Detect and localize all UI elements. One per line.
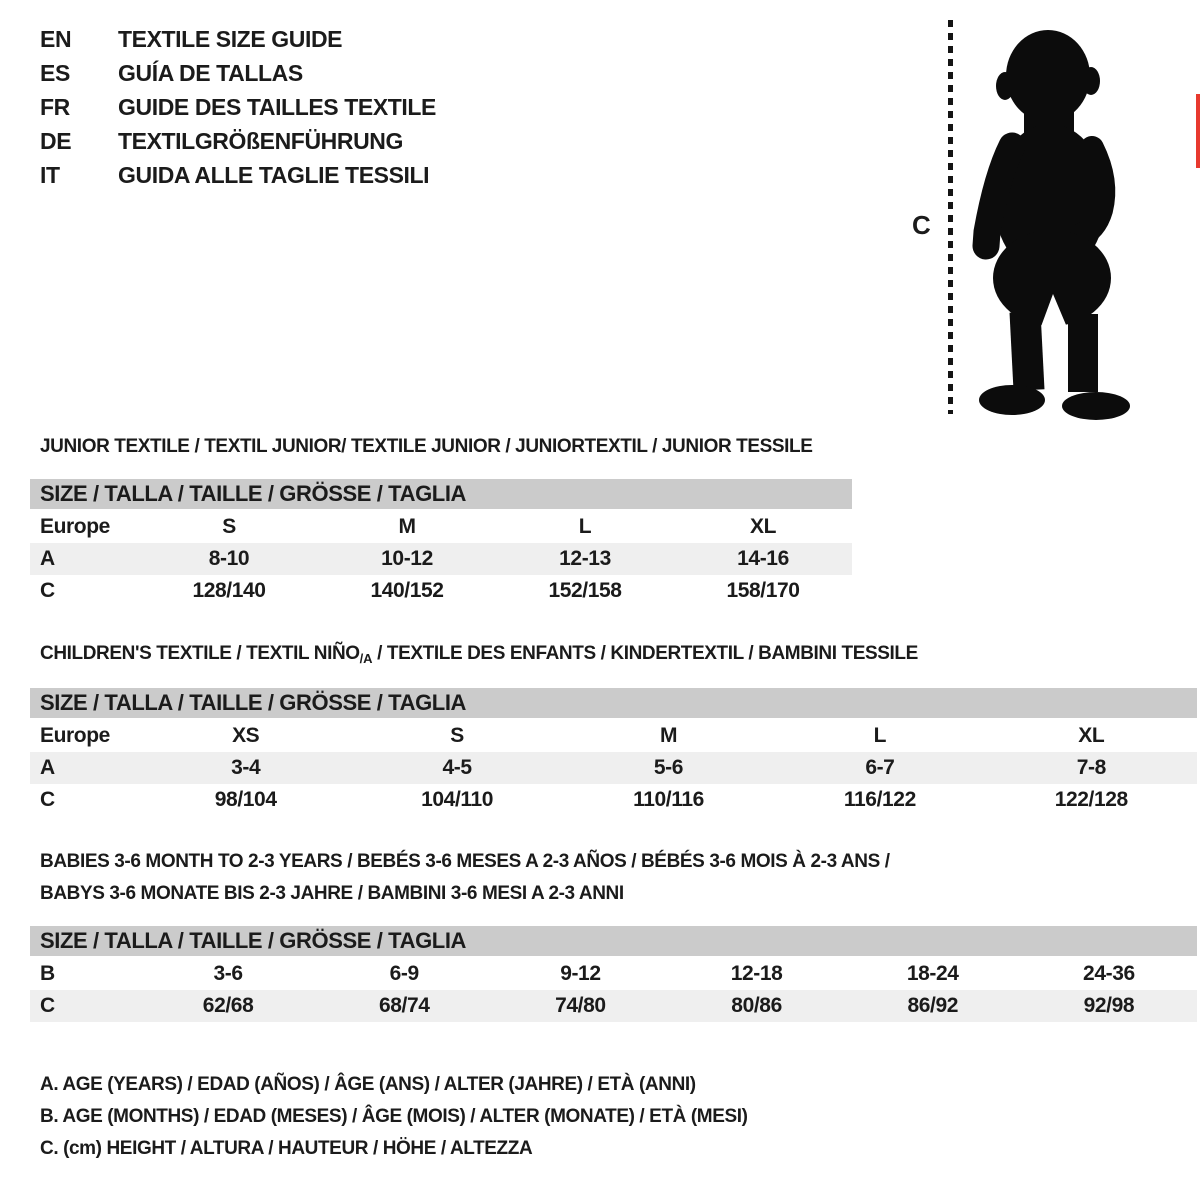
table-cell: 104/110	[421, 788, 494, 811]
table-cell: 68/74	[378, 994, 430, 1017]
measurement-figure	[900, 12, 1200, 424]
red-edge-artifact	[1196, 94, 1200, 168]
language-label: GUIDA ALLE TAGLIE TESSILI	[118, 161, 430, 188]
legend-line-c: C. (cm) HEIGHT / ALTURA / HAUTEUR / HÖHE / ALTEZZA	[40, 1138, 533, 1159]
table-cell: 7-8	[1076, 756, 1106, 779]
language-code: EN	[40, 25, 72, 52]
table-cell: 140/152	[370, 579, 444, 602]
table-cell: M	[398, 515, 416, 538]
table-cell: 14-16	[737, 547, 789, 570]
language-code: IT	[40, 161, 60, 188]
table-cell: 6-9	[389, 962, 419, 985]
table-cell: S	[450, 724, 464, 747]
language-row-it	[40, 158, 436, 192]
table-cell: 62/68	[202, 994, 254, 1017]
table-cell: 12-13	[559, 547, 611, 570]
language-list	[40, 22, 436, 192]
table-cell: 3-6	[213, 962, 243, 985]
table-cell: 10-12	[381, 547, 433, 570]
children-section-title	[40, 643, 918, 666]
table-cell: 110/116	[633, 788, 704, 811]
language-row-de	[40, 124, 436, 158]
table-cell: 158/170	[726, 579, 800, 602]
language-label: TEXTILGRÖßENFÜHRUNG	[118, 127, 403, 154]
table-cell: 116/122	[843, 788, 916, 811]
table-cell: 9-12	[560, 962, 601, 985]
junior-section-title: JUNIOR TEXTILE / TEXTIL JUNIOR/ TEXTILE JUNIOR / JUNIORTEXTIL / JUNIOR TESSILE	[40, 436, 813, 457]
table-cell: 4-5	[442, 756, 472, 779]
table-row	[30, 575, 852, 607]
language-label: GUIDE DES TAILLES TEXTILE	[118, 93, 436, 120]
table-row	[30, 990, 1197, 1022]
language-row-fr	[40, 90, 436, 124]
table-cell: 80/86	[731, 994, 782, 1017]
children-table-rows	[30, 720, 1197, 816]
babies-section-title-line1: BABIES 3-6 MONTH TO 2-3 YEARS / BEBÉS 3-6 MESES A 2-3 AÑOS / BÉBÉS 3-6 MOIS À 2-3 ANS /	[40, 851, 890, 872]
row-label: B	[40, 962, 55, 985]
table-cell: XL	[1078, 724, 1105, 747]
babies-section-title-line2: BABYS 3-6 MONATE BIS 2-3 JAHRE / BAMBINI 3-6 MESI A 2-3 ANNI	[40, 883, 624, 904]
table-cell: 74/80	[555, 994, 606, 1017]
size-header-bar: SIZE / TALLA / TAILLE / GRÖSSE / TAGLIA	[30, 479, 852, 509]
language-code: DE	[40, 127, 72, 154]
table-cell: 86/92	[907, 994, 959, 1017]
language-label: TEXTILE SIZE GUIDE	[118, 25, 343, 52]
table-cell: XS	[232, 724, 260, 747]
table-cell: 128/140	[192, 579, 266, 602]
babies-table-rows	[30, 958, 1197, 1022]
table-cell: 5-6	[653, 756, 684, 779]
height-dashed-line	[948, 20, 953, 414]
row-label: A	[40, 547, 55, 570]
language-label: GUÍA DE TALLAS	[118, 59, 303, 86]
children-title-post: / TEXTILE DES ENFANTS / KINDERTEXTIL / BAMBINI TESSILE	[372, 643, 918, 664]
table-cell: 98/104	[214, 788, 277, 811]
row-label: C	[40, 994, 55, 1017]
table-cell: 18-24	[906, 962, 959, 985]
table-cell: 6-7	[865, 756, 895, 779]
table-cell: 24-36	[1083, 962, 1135, 985]
measurement-legend	[40, 1069, 748, 1165]
toddler-silhouette-icon	[962, 18, 1140, 420]
legend-line-b: B. AGE (MONTHS) / EDAD (MESES) / ÂGE (MOIS) / ALTER (MONATE) / ETÀ (MESI)	[40, 1106, 748, 1127]
table-cell: M	[659, 724, 678, 747]
row-label: Europe	[40, 515, 110, 538]
table-row	[30, 752, 1197, 784]
table-cell: 92/98	[1083, 994, 1135, 1017]
table-cell: 8-10	[208, 547, 250, 570]
language-code: FR	[40, 93, 70, 120]
row-label: C	[40, 788, 55, 811]
babies-size-table	[30, 926, 1197, 1022]
size-header-bar: SIZE / TALLA / TAILLE / GRÖSSE / TAGLIA	[30, 926, 1197, 956]
language-row-en	[40, 22, 436, 56]
language-code: ES	[40, 59, 70, 86]
size-header-bar: SIZE / TALLA / TAILLE / GRÖSSE / TAGLIA	[30, 688, 1197, 718]
table-row	[30, 511, 852, 543]
table-row	[30, 958, 1197, 990]
junior-size-table	[30, 479, 852, 607]
table-cell: XL	[749, 515, 777, 538]
children-title-pre: CHILDREN'S TEXTILE / TEXTIL NIÑO	[40, 643, 360, 664]
row-label: C	[40, 579, 55, 602]
table-cell: 152/158	[548, 579, 622, 602]
table-row	[30, 720, 1197, 752]
measure-label-c: C	[912, 210, 931, 240]
table-cell: 122/128	[1054, 788, 1128, 811]
table-cell: 3-4	[231, 756, 261, 779]
children-size-table	[30, 688, 1197, 816]
table-cell: L	[578, 515, 592, 538]
junior-table-rows	[30, 511, 852, 607]
row-label: A	[40, 756, 55, 779]
table-cell: 12-18	[730, 962, 783, 985]
language-row-es	[40, 56, 436, 90]
children-title-sub: /A	[359, 651, 373, 666]
row-label: Europe	[40, 724, 110, 747]
legend-line-a: A. AGE (YEARS) / EDAD (AÑOS) / ÂGE (ANS) / ALTER (JAHRE) / ETÀ (ANNI)	[40, 1074, 696, 1095]
table-row	[30, 784, 1197, 816]
table-cell: L	[873, 724, 887, 747]
table-cell: S	[222, 515, 236, 538]
table-row	[30, 543, 852, 575]
